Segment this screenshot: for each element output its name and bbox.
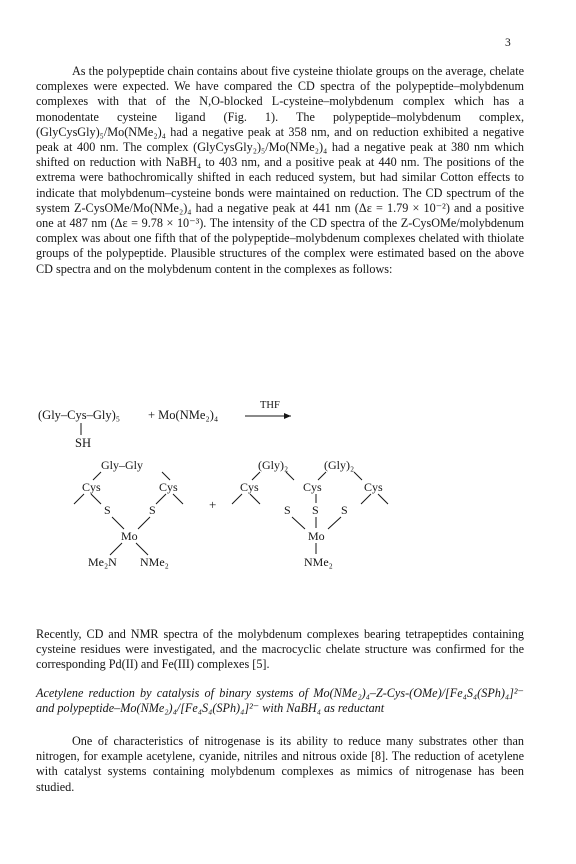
paragraph-nitrogenase: One of characteristics of nitrogenase is its ability to reduce many substrates other than nitrogen, for example acetylene, cyanide, nitriles and nitrous oxide [8]. The reduction of acetylene with catalyst systems containing molybdenum complexes as mimics of nitrogenase has been studied. xyxy=(36,734,524,794)
right-cys-3: Cys xyxy=(364,480,383,494)
left-gly-gly: Gly–Gly xyxy=(101,458,143,472)
right-mo: Mo xyxy=(308,529,325,543)
solvent-thf: THF xyxy=(260,400,280,411)
right-cys-2: Cys xyxy=(303,480,322,494)
left-s-1: S xyxy=(104,503,111,517)
left-me2n: Me₂N xyxy=(88,555,117,569)
right-gly2-1: (Gly)₂ xyxy=(258,458,289,472)
left-mo: Mo xyxy=(121,529,138,543)
paragraph-cd-spectra: As the polypeptide chain contains about five cysteine thiolate groups on the average, chelate complexes were expected. We have compared the CD spectra of the polypeptide–molybdenum complexes with that of the N,O-blocked L-cysteine–molybdenum complex which has a monodentate cysteine ligand (Fig. 1). The polypeptide–molybdenum complex, (GlyCysGly)₅/Mo(NMe₂)₄ had a negative peak at 358 nm, and on reduction exhibited a negative peak at 400 nm. The complex (GlyCysGly₂)₅/Mo(NMe₂)₄ had a negative peak at 380 nm which shifted on reduction with NaBH₄ to 403 nm, and a positive peak at 440 nm. The positions of the extrema were bathochromically shifted in each reduced system, but had similar Cotton effects to indicate that molybdenum–cysteine bonds were maintained on reduction. The CD spectrum of the system Z-CysOMe/Mo(NMe₂)₄ had a negative peak at 441 nm (Δε = 1.79 × 10⁻²) and a positive one at 487 nm (Δε = 9.78 × 10⁻³). The intensity of the CD spectra of the Z-CysOMe/molybdenum complex was about one fifth that of the polypeptide–molybdenum complexes chelated with thiolate groups of the polypeptide. Plausible structures of the complex were estimated based on the above CD spectra and on the molybdenum content in the complexes as follows: xyxy=(36,64,524,276)
right-cys-1: Cys xyxy=(240,480,259,494)
left-cys-1: Cys xyxy=(82,480,101,494)
arrow-head xyxy=(284,413,291,419)
right-s-3: S xyxy=(341,503,348,517)
right-nme2: NMe₂ xyxy=(304,555,333,569)
section-heading: Acetylene reduction by catalysis of binary systems of Mo(NMe₂)₄–Z-Cys-(OMe)/[Fe₄S₄(SPh)₄]²⁻ and polypeptide–Mo(NMe₂)₄/[Fe₄S₄(SPh)₄]²⁻ with NaBH₄ as reductant xyxy=(36,686,524,716)
paragraph-nmr: Recently, CD and NMR spectra of the molybdenum complexes bearing tetrapeptides containing cysteine residues were investigated, and the macrocyclic chelate structure was confirmed for the corresponding Pd(II) and Fe(III) complexes [5]. xyxy=(36,627,524,672)
reactant-polymer: (Gly–Cys–Gly)₅ xyxy=(38,408,121,422)
right-gly2-2: (Gly)₂ xyxy=(324,458,355,472)
right-s-2: S xyxy=(312,503,319,517)
reaction-scheme xyxy=(0,395,576,595)
left-s-2: S xyxy=(149,503,156,517)
left-cys-2: Cys xyxy=(159,480,178,494)
plus-sign: + xyxy=(209,497,217,512)
right-s-1: S xyxy=(284,503,291,517)
left-nme2: NMe₂ xyxy=(140,555,169,569)
reactant-sh: SH xyxy=(75,436,91,450)
page-number: 3 xyxy=(505,37,511,49)
reagent-mo-nme2: + Mo(NMe₂)₄ xyxy=(148,408,219,422)
